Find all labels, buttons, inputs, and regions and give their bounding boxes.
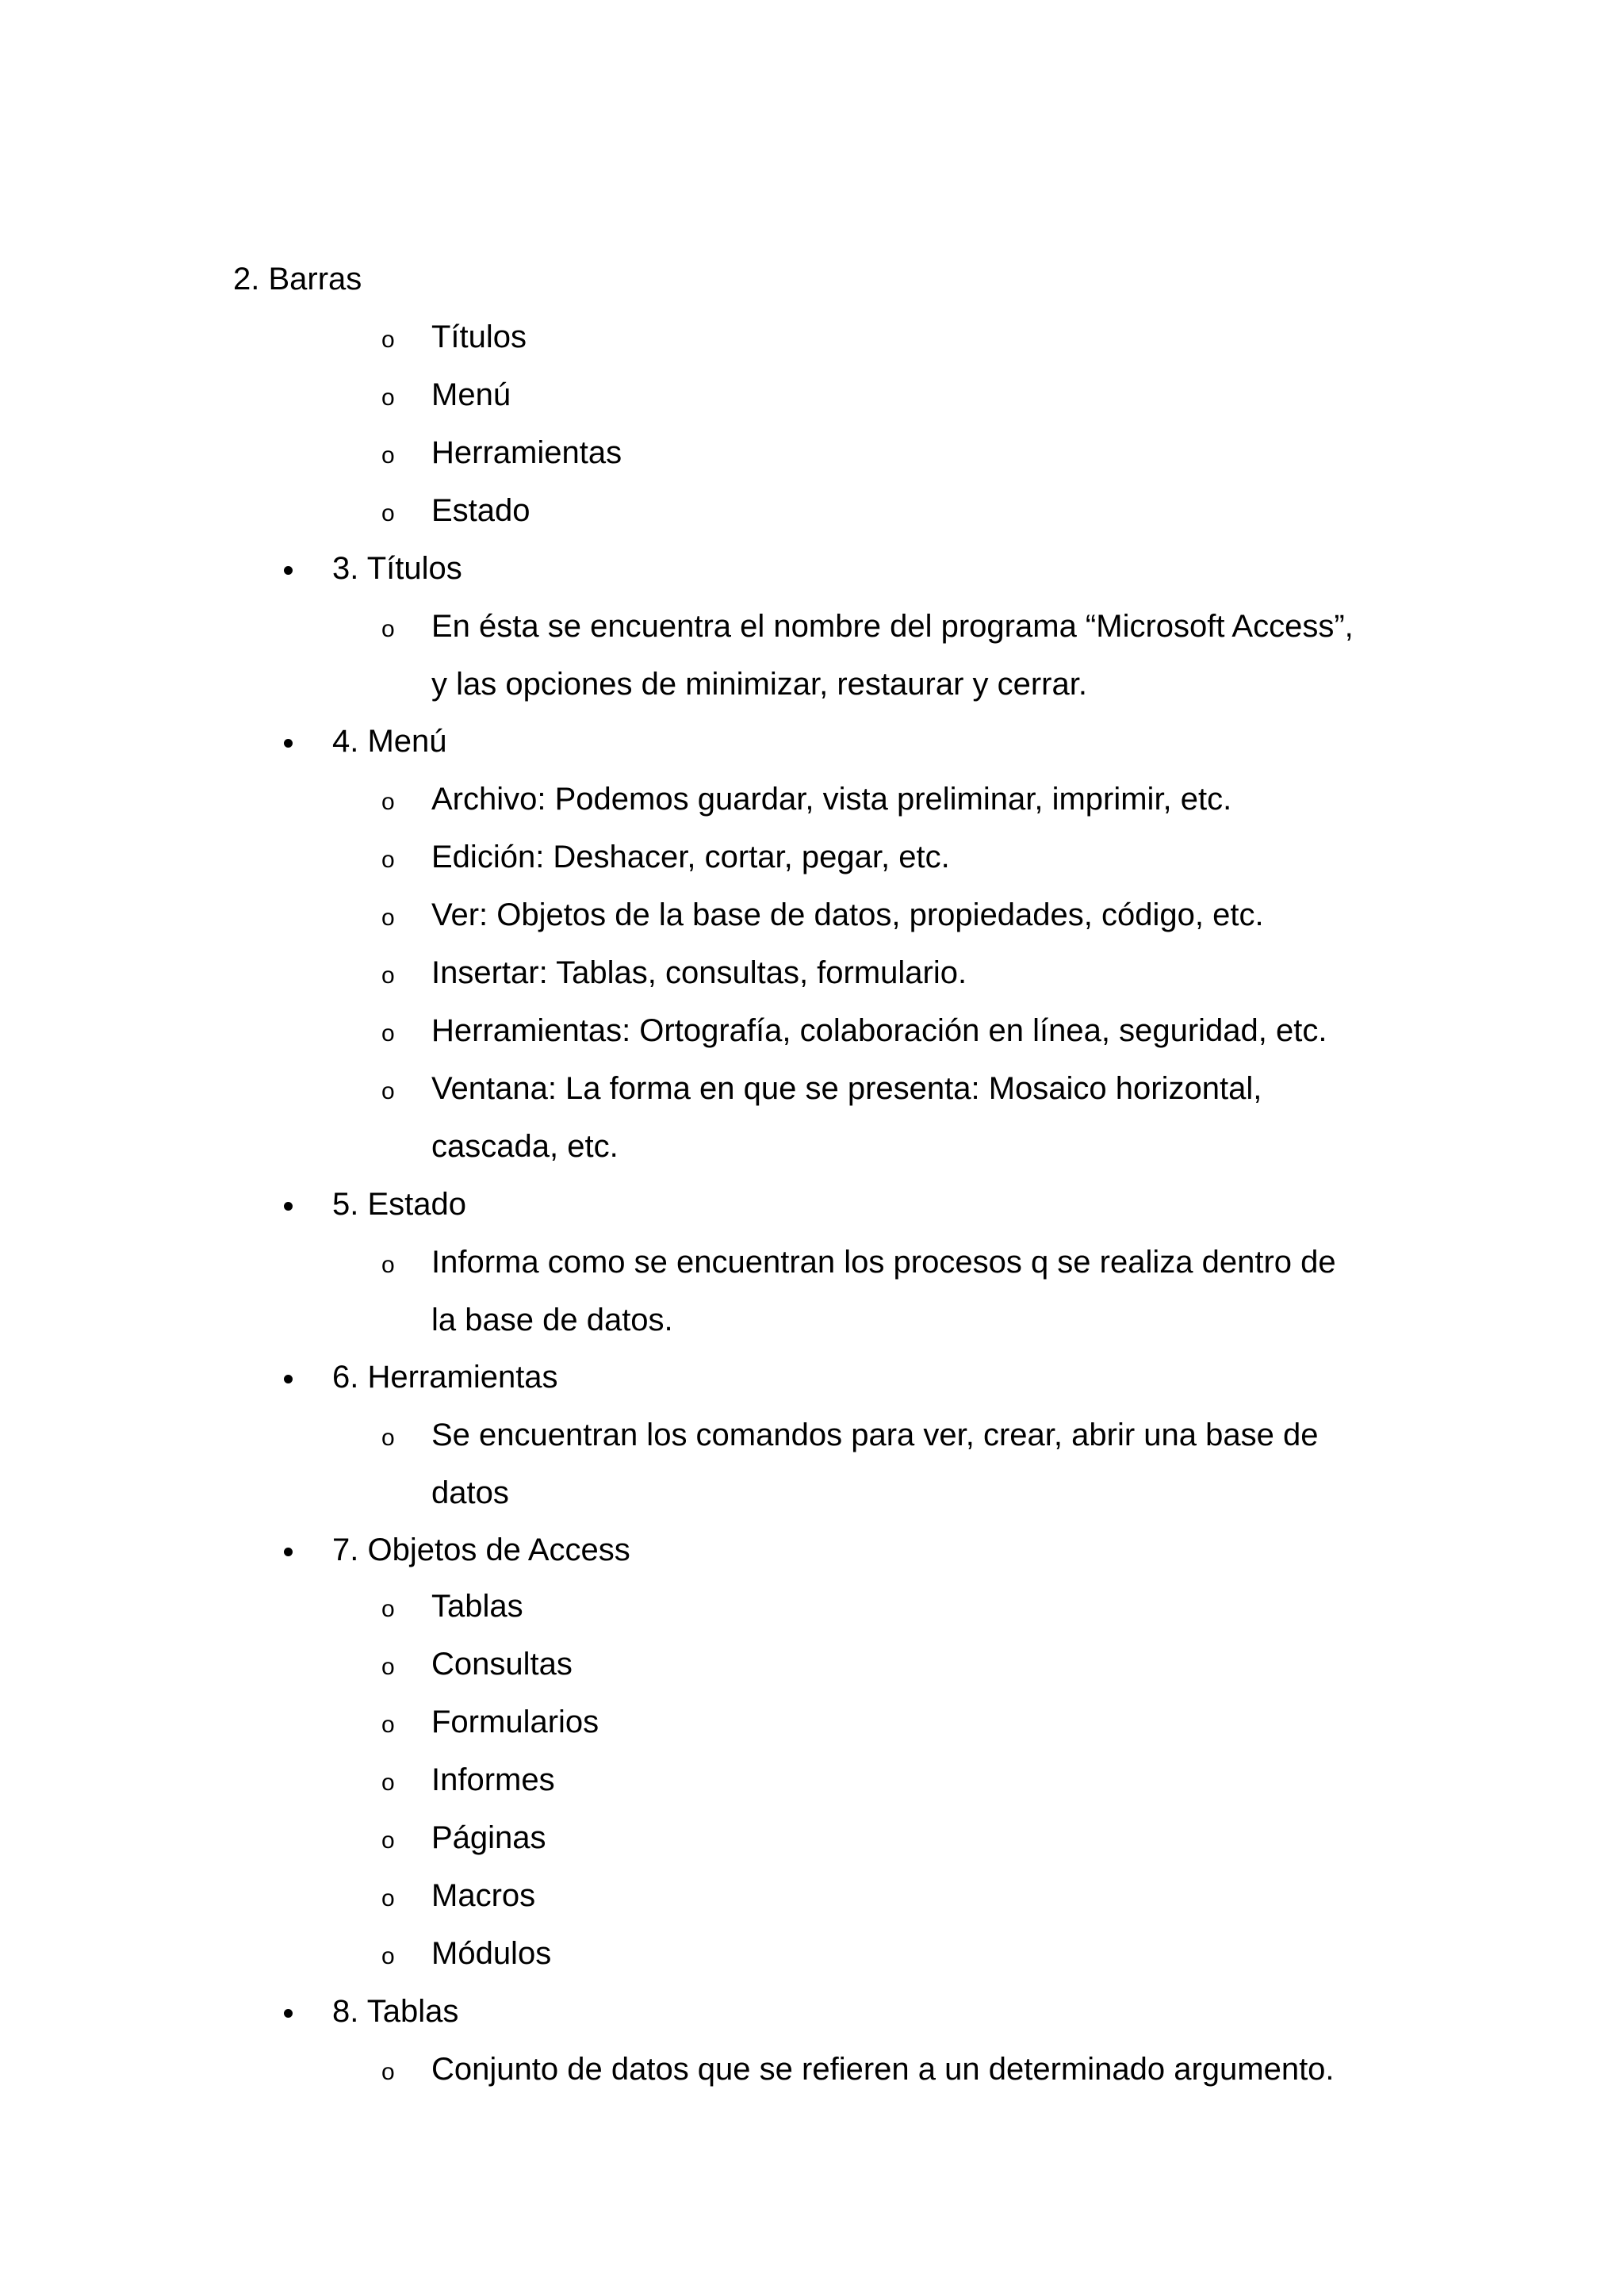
section-title: 6. Herramientas <box>332 1360 558 1395</box>
circle-bullet-icon: o <box>381 789 395 815</box>
circle-bullet-icon: o <box>381 962 395 989</box>
circle-bullet-icon: o <box>381 1827 395 1854</box>
list-item-continuation: cascada, etc. <box>431 1129 619 1164</box>
list-item: Herramientas: Ortografía, colaboración en línea, seguridad, etc. <box>431 1013 1327 1048</box>
circle-bullet-icon: o <box>381 1078 395 1104</box>
circle-bullet-icon: o <box>381 1020 395 1047</box>
circle-bullet-icon: o <box>381 2059 395 2085</box>
list-item: Tablas <box>431 1589 523 1624</box>
list-item: Ventana: La forma en que se presenta: Mosaico horizontal, <box>431 1071 1262 1106</box>
bullet-dot-icon <box>284 739 293 748</box>
circle-bullet-icon: o <box>381 385 395 411</box>
bullet-dot-icon <box>284 1375 293 1383</box>
circle-bullet-icon: o <box>381 905 395 931</box>
circle-bullet-icon: o <box>381 1252 395 1278</box>
list-item: En ésta se encuentra el nombre del programa “Microsoft Access”, <box>431 609 1354 644</box>
section-title: 8. Tablas <box>332 1994 459 2029</box>
section-title: 3. Títulos <box>332 551 462 586</box>
circle-bullet-icon: o <box>381 1654 395 1680</box>
bullet-dot-icon <box>284 566 293 575</box>
circle-bullet-icon: o <box>381 1885 395 1911</box>
list-item: Macros <box>431 1878 536 1913</box>
list-item: Formularios <box>431 1705 599 1739</box>
list-item: Archivo: Podemos guardar, vista preliminar, imprimir, etc. <box>431 782 1232 817</box>
section-title: 7. Objetos de Access <box>332 1533 630 1567</box>
list-item: Herramientas <box>431 435 622 470</box>
circle-bullet-icon: o <box>381 1770 395 1796</box>
list-item: Estado <box>431 493 530 528</box>
circle-bullet-icon: o <box>381 500 395 526</box>
circle-bullet-icon: o <box>381 1596 395 1622</box>
bullet-dot-icon <box>284 1202 293 1211</box>
section-heading: 2. Barras <box>233 262 362 297</box>
list-item-continuation: y las opciones de minimizar, restaurar y cerrar. <box>431 667 1087 702</box>
circle-bullet-icon: o <box>381 616 395 642</box>
list-item: Títulos <box>431 320 527 354</box>
list-item: Módulos <box>431 1936 552 1971</box>
circle-bullet-icon: o <box>381 847 395 873</box>
list-item: Informa como se encuentran los procesos q se realiza dentro de <box>431 1245 1336 1280</box>
section-title: 4. Menú <box>332 724 447 759</box>
list-item: Conjunto de datos que se refieren a un determinado argumento. <box>431 2052 1335 2087</box>
section-title: 5. Estado <box>332 1187 467 1222</box>
list-item: Se encuentran los comandos para ver, crear, abrir una base de <box>431 1418 1319 1452</box>
list-item-continuation: la base de datos. <box>431 1303 673 1337</box>
list-item-continuation: datos <box>431 1475 509 1510</box>
list-item: Consultas <box>431 1647 573 1682</box>
list-item: Menú <box>431 377 511 412</box>
bullet-dot-icon <box>284 1548 293 1556</box>
circle-bullet-icon: o <box>381 442 395 469</box>
list-item: Ver: Objetos de la base de datos, propiedades, código, etc. <box>431 897 1264 932</box>
circle-bullet-icon: o <box>381 1712 395 1738</box>
list-item: Informes <box>431 1762 555 1797</box>
list-item: Insertar: Tablas, consultas, formulario. <box>431 955 967 990</box>
list-item: Edición: Deshacer, cortar, pegar, etc. <box>431 840 950 874</box>
circle-bullet-icon: o <box>381 1425 395 1451</box>
list-item: Páginas <box>431 1820 546 1855</box>
bullet-dot-icon <box>284 2009 293 2018</box>
circle-bullet-icon: o <box>381 327 395 353</box>
circle-bullet-icon: o <box>381 1943 395 1969</box>
